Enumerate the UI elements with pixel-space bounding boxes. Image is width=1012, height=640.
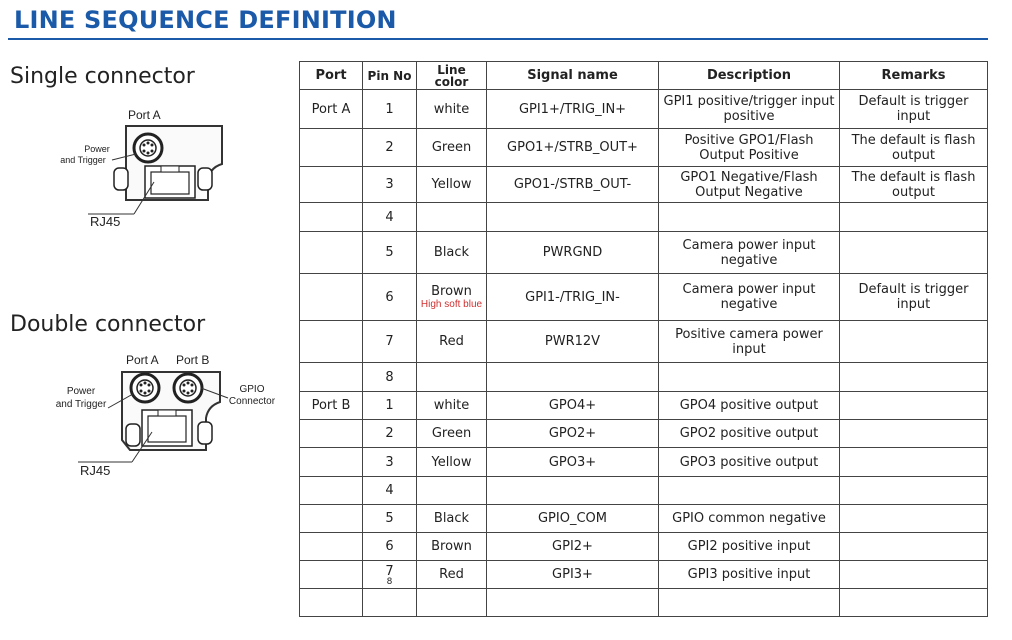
cell-description-text: GPI2 positive input [687,539,811,554]
table-row [300,392,988,420]
cell-description-text: GPO3 positive output [679,454,819,470]
cell-description [659,533,840,561]
cell-signal-name [487,232,659,274]
table-row [300,274,988,321]
header-signal-name: Signal name [487,62,659,90]
cell-signal-name [487,321,659,363]
cell-remarks [840,392,988,420]
cell-signal-name-text: GPO4+ [548,398,597,413]
double-trigger-label: and Trigger [55,399,107,410]
cell-description-text: Positive GPO1/Flash Output Positive [684,132,814,163]
cell-line-color [417,90,487,129]
cell-remarks-text: Default is trigger input [858,282,969,312]
cell-pin-no [363,363,417,392]
cell-description [659,274,840,321]
single-connector-heading: Single connector [10,64,195,89]
header-remarks: Remarks [840,62,988,90]
cell-pin-no [363,505,417,533]
table-row [300,232,988,274]
header-description: Description [659,62,840,90]
cell-pin-no [363,561,417,589]
cell-remarks [840,129,988,167]
cell-description [659,392,840,420]
cell-line-color-text: Brown [431,539,472,554]
cell-line-color [417,129,487,167]
cell-signal-name-text: GPO2+ [548,426,597,441]
cell-line-color-text: white [433,398,470,413]
table-row [300,533,988,561]
cell-signal-name [487,363,659,392]
header-line-color-line1: Line [437,62,466,77]
cell-port-text: Port B [311,398,351,413]
single-port-a-connector-icon [134,134,162,162]
cell-description-text: GPI1 positive/trigger input positive [663,94,835,124]
cell-remarks-text: The default is flash output [851,169,976,200]
cell-description-text: Positive camera power input [675,326,823,357]
cell-pin-no [363,477,417,505]
double-connector-diagram [48,350,288,485]
cell-pin-no [363,589,417,617]
pin-no-extra: 8 [386,576,393,587]
cell-description [659,420,840,448]
cell-signal-name [487,274,659,321]
double-connector-heading: Double connector [10,312,206,337]
cell-line-color [417,203,487,232]
cell-remarks [840,448,988,477]
cell-line-color [417,561,487,589]
single-connector-diagram [50,104,260,234]
pin-definition-table [299,61,988,617]
cell-signal-name [487,167,659,203]
cell-port [300,203,363,232]
cell-line-color-text: Red [439,334,464,349]
cell-pin-no-text: 5 [385,511,394,526]
cell-pin-no [363,420,417,448]
cell-port [300,232,363,274]
cell-line-color [417,232,487,274]
cell-line-color-text: Yellow [431,177,472,192]
cell-remarks-text: Default is trigger input [858,94,969,124]
cell-pin-no-text: 8 [385,369,394,385]
cell-port [300,274,363,321]
cell-port [300,90,363,129]
cell-signal-name [487,392,659,420]
cell-line-color-text: Black [433,511,470,526]
cell-signal-name-text: GPO1-/STRB_OUT- [513,177,632,192]
cell-pin-no [363,274,417,321]
cell-port [300,477,363,505]
cell-signal-name-text: PWR12V [544,334,601,349]
cell-signal-name-text: GPIO_COM [537,511,607,526]
cell-signal-name-text: GPO3+ [548,454,597,470]
cell-port [300,167,363,203]
cell-pin-no [363,232,417,274]
table-row [300,321,988,363]
cell-remarks [840,321,988,363]
cell-description [659,589,840,617]
cell-pin-no [363,392,417,420]
double-gpio-connector-label: Connector [228,396,276,407]
cell-pin-no-text: 2 [385,140,394,155]
cell-signal-name-text: GPI1+/TRIG_IN+ [518,101,627,117]
cell-description-text: GPO4 positive output [679,398,819,413]
cell-description [659,203,840,232]
cell-description [659,505,840,533]
cell-remarks-text: The default is flash output [851,132,976,163]
cell-description-text: GPO2 positive output [679,426,819,441]
cell-pin-no-text: 6 [385,289,394,305]
table-row [300,203,988,232]
cell-pin-no [363,167,417,203]
cell-pin-no-text: 1 [385,398,394,413]
double-rj45-label: RJ45 [80,463,111,478]
cell-remarks [840,167,988,203]
double-power-label: Power [66,386,96,397]
cell-pin-no-text: 3 [385,177,394,192]
cell-remarks [840,363,988,392]
cell-remarks [840,533,988,561]
double-gpio-label: GPIO [239,384,265,395]
table-row [300,167,988,203]
cell-line-color [417,533,487,561]
cell-line-color-text: Brown [431,284,472,299]
table-row [300,448,988,477]
table-row [300,420,988,448]
cell-port [300,589,363,617]
cell-line-color-text: white [433,101,470,117]
cell-signal-name [487,533,659,561]
pin-table-body [300,90,988,617]
single-rj45-port-icon [145,166,195,198]
single-power-label: Power [84,144,110,154]
cell-line-color-text: Green [431,140,472,155]
cell-description-text: GPIO common negative [672,511,826,526]
header-line-color-line2: color [434,74,469,89]
cell-description [659,167,840,203]
double-port-a-label: Port A [126,353,159,367]
cell-line-color [417,274,487,321]
cell-port [300,505,363,533]
cell-pin-no-text: 4 [385,483,394,498]
cell-pin-no-text: 4 [385,209,394,225]
cell-line-color [417,448,487,477]
table-row [300,589,988,617]
double-port-b-label: Port B [176,353,210,367]
cell-pin-no-text: 2 [385,426,394,441]
cell-remarks [840,232,988,274]
cell-description-text: Camera power input negative [682,282,816,312]
cell-port [300,420,363,448]
cell-description [659,561,840,589]
cell-pin-no [363,533,417,561]
cell-signal-name [487,448,659,477]
cell-port [300,561,363,589]
cell-line-color-text: Yellow [431,454,472,470]
table-header-row [300,62,988,90]
cell-remarks [840,589,988,617]
double-port-b-connector-icon [174,374,202,402]
single-rj45-label: RJ45 [90,214,121,229]
cell-line-color-text: Green [431,426,472,441]
cell-pin-no [363,321,417,363]
cell-pin-no [363,129,417,167]
cell-remarks [840,90,988,129]
single-trigger-label: and Trigger [60,155,106,165]
header-pin-no: Pin No [363,62,417,90]
cell-description [659,232,840,274]
cell-line-color-text: Black [433,245,470,260]
cell-description [659,90,840,129]
cell-remarks [840,505,988,533]
table-row [300,90,988,129]
cell-description-text: GPO1 Negative/Flash Output Negative [680,169,818,200]
page-title: LINE SEQUENCE DEFINITION [14,6,397,34]
cell-line-color [417,589,487,617]
cell-pin-no-text: 7 [385,334,394,349]
cell-remarks [840,477,988,505]
title-divider [8,38,988,40]
cell-signal-name [487,203,659,232]
cell-line-color-text: Red [439,567,464,582]
header-line-color [417,62,487,90]
cell-remarks [840,274,988,321]
cell-port [300,533,363,561]
cell-pin-no [363,448,417,477]
cell-signal-name [487,505,659,533]
table-row [300,505,988,533]
cell-description-text: GPI3 positive input [687,567,811,582]
cell-signal-name-text: GPI1-/TRIG_IN- [525,289,620,305]
cell-signal-name-text: PWRGND [542,245,603,260]
cell-line-color [417,505,487,533]
cell-signal-name [487,420,659,448]
cell-signal-name [487,589,659,617]
cell-description-text: Camera power input negative [682,237,816,268]
cell-pin-no-text: 3 [385,454,394,470]
cell-line-color [417,392,487,420]
cell-line-color [417,363,487,392]
cell-line-color [417,167,487,203]
cell-pin-no [363,203,417,232]
cell-signal-name-text: GPI3+ [552,567,593,582]
cell-description [659,363,840,392]
cell-signal-name [487,561,659,589]
cell-pin-no-text: 5 [385,245,394,260]
table-row [300,477,988,505]
cell-description [659,321,840,363]
cell-remarks [840,420,988,448]
cell-description [659,477,840,505]
table-row [300,561,988,589]
cell-description [659,448,840,477]
cell-pin-no-text: 1 [385,101,394,117]
cell-port [300,392,363,420]
cell-port [300,363,363,392]
single-port-a-label: Port A [128,108,161,122]
table-row [300,363,988,392]
cell-signal-name [487,90,659,129]
cell-port [300,129,363,167]
cell-line-color [417,321,487,363]
line-color-note: High soft blue [420,299,483,310]
cell-remarks [840,561,988,589]
cell-signal-name-text: GPO1+/STRB_OUT+ [507,140,638,155]
double-rj45-port-icon [142,410,192,446]
cell-signal-name-text: GPI2+ [552,539,593,554]
cell-pin-no-text: 6 [385,539,394,554]
cell-line-color [417,420,487,448]
double-port-a-connector-icon [131,374,159,402]
cell-description [659,129,840,167]
cell-port [300,321,363,363]
cell-port-text: Port A [311,101,351,117]
cell-line-color [417,477,487,505]
cell-signal-name [487,129,659,167]
table-row [300,129,988,167]
cell-pin-no [363,90,417,129]
cell-port [300,448,363,477]
cell-pin-no-text: 7 [385,563,394,579]
cell-remarks [840,203,988,232]
header-port: Port [300,62,363,90]
cell-signal-name [487,477,659,505]
